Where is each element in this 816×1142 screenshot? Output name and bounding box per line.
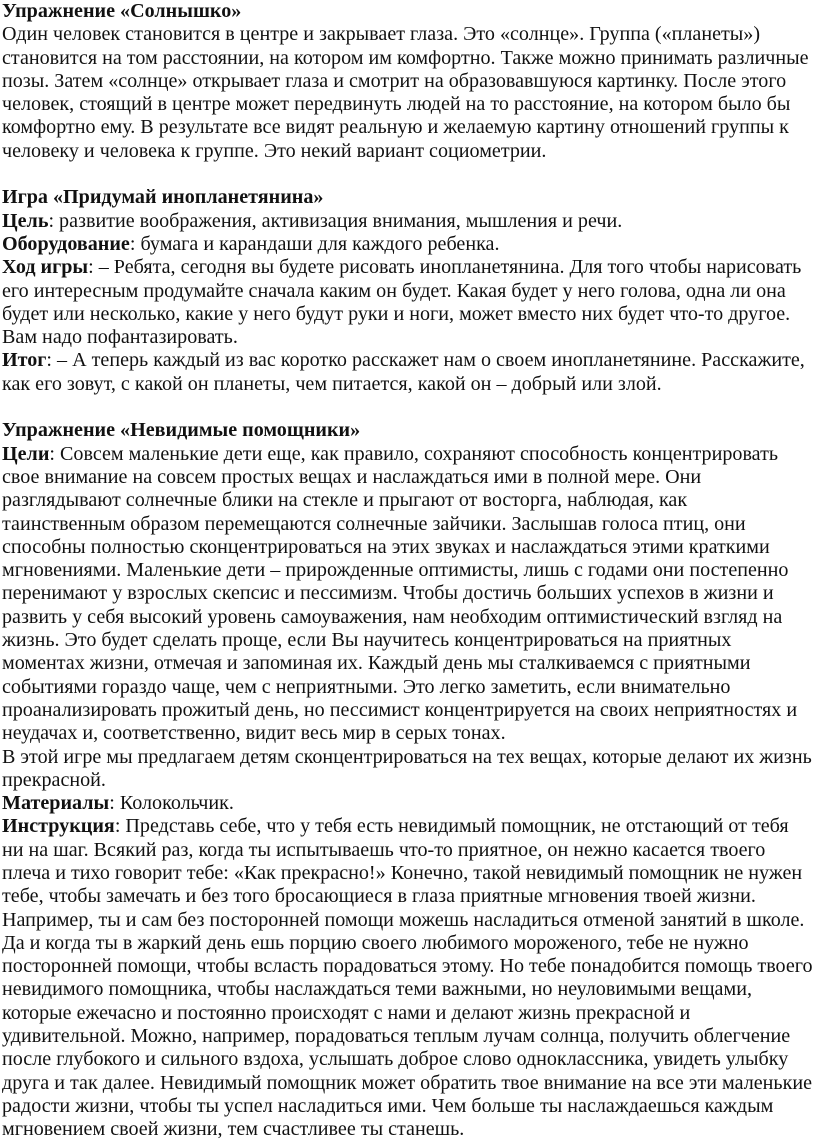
goals-label: Цели [2,442,50,465]
materials-text: : Колокольчик. [109,792,234,815]
equipment-label: Оборудование [2,232,130,255]
paragraph-spacer [2,396,814,419]
helpers-instruction [2,815,814,1141]
section-title-sun: Упражнение «Солнышко» [2,0,242,22]
alien-goal [2,210,814,233]
section-title-helpers: Упражнение «Невидимые помощники» [2,419,361,442]
course-label: Ход игры [2,256,89,279]
course-text: : – Ребята, сегодня вы будете рисовать инопланетянина. Для того чтобы нарисовать его интересным продумайте сначала каким он будет. Какая будет у него голова, одна ли она будет или несколько, какие у него будут руки и ноги, может вместо них будет что-то другое. Вам надо пофантазировать. [2,256,802,349]
goals-text: : Совсем маленькие дети еще, как правило, сохраняют способность концентрировать свое внимание на совсем простых вещах и наслаждаться ими в полной мере. Они разглядывают солнечные блики на стекле и прыгают от восторга, наблюдая, как таинственным образом перемещаются солнечные зайчики. Заслышав голоса птиц, они способны полностью сконцентрироваться на этих звуках и наслаждаться этими краткими мгновениями. Маленькие дети – прирожденные оптимисты, лишь с годами они постепенно перенимают у взрослых скепсис и пессимизм. Чтобы достичь больших успехов в жизни и развить у себя высокий уровень самоуважения, нам необходим оптимистический взгляд на жизнь. Это будет сделать проще, если Вы научитесь концентрироваться на приятных моментах жизни, отмечая и запоминая их. Каждый день мы сталкиваемся с приятными событиями гораздо чаще, чем с неприятными. Это легко заметить, если внимательно проанализировать прожитый день, но пессимист концентрируется на своих неприятностях и неудачах и, соответственно, видит весь мир в серых тонах. [2,442,798,745]
helpers-goals [2,443,814,746]
equipment-text: : бумага и карандаши для каждого ребенка. [129,232,500,255]
result-text: : – А теперь каждый из вас коротко расскажет нам о своем инопланетянине. Расскажите, как его зовут, с какой он планеты, чем питается, какой он – добрый или злой. [2,349,805,395]
alien-result [2,349,814,396]
sun-paragraph: Один человек становится в центре и закрывает глаза. Это «солнце». Группа («планеты») становится на том расстоянии, на котором им комфортно. Также можно принимать различные позы. Затем «солнце» открывает глаза и смотрит на образовавшуюся картинку. После этого человек, стоящий в центре может передвинуть людей на то расстояние, на котором было бы комфортно ему. В результате все видят реальную и желаемую картину отношений группы к человеку и человека к группе. Это некий вариант социометрии. [2,23,809,162]
paragraph-spacer [2,163,814,186]
materials-label: Материалы [2,792,110,815]
result-label: Итог [2,349,47,372]
alien-equipment [2,233,814,256]
helpers-goals-continued: В этой игре мы предлагаем детям сконцентрироваться на тех вещах, которые делают их жизнь прекрасной. [2,745,812,791]
section-title-alien: Игра «Придумай инопланетянина» [2,186,324,209]
goal-text: : развитие воображения, активизация внимания, мышления и речи. [48,209,623,232]
instruction-label: Инструкция [2,815,115,838]
goal-label: Цель [2,209,49,232]
instruction-text: : Представь себе, что у тебя есть невидимый помощник, не отстающий от тебя ни на шаг. Всякий раз, когда ты испытываешь что-то приятное, он нежно касается твоего плеча и тихо говорит тебе: «Как прекрасно!» Конечно, такой невидимый помощник не нужен тебе, чтобы замечать и без того бросающиеся в глаза приятные мгновения твоей жизни. Например, ты и сам без посторонней помощи можешь насладиться отменой занятий в школе. Да и когда ты в жаркий день ешь порцию своего любимого мороженого, тебе не нужно посторонней помощи, чтобы всласть порадоваться этому. Но тебе понадобится помощь твоего невидимого помощника, чтобы наслаждаться теми важными, но неуловимыми вещами, которые ежечасно и постоянно происходят с нами и делают жизнь прекрасной и удивительной. Можно, например, порадоваться теплым лучам солнца, получить облегчение после глубокого и сильного вздоха, услышать доброе слово одноклассника, увидеть улыбку друга и так далее. Невидимый помощник может обратить твое внимание на все эти маленькие радости жизни, чтобы ты успел насладиться ими. Чем больше ты наслаждаешься каждым мгновением своей жизни, тем счастливее ты станешь. [2,815,813,1141]
alien-course [2,256,814,349]
helpers-materials [2,792,814,815]
